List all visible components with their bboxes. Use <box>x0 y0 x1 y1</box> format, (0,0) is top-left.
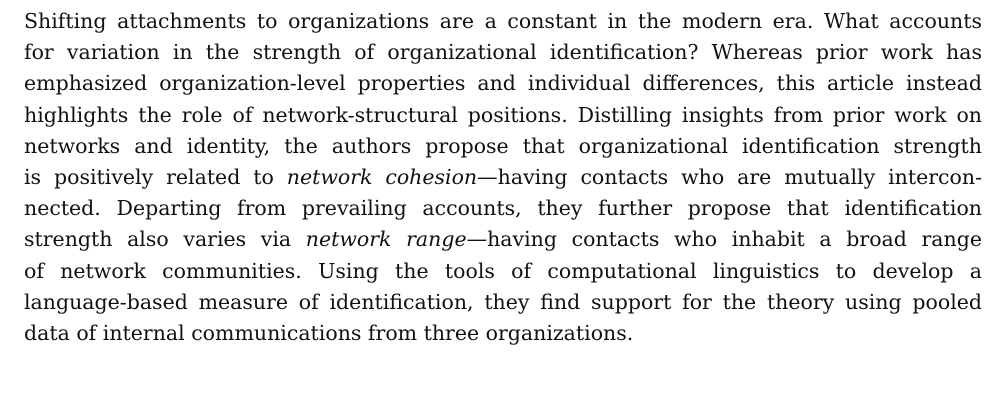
abstract-line-4: highlights the role of network-structural positions. Distilling insights from prior work on <box>24 102 982 127</box>
line-6-text-start: is positively related to <box>24 165 287 190</box>
abstract-line-5: networks and identity, the authors propose that organizational identification strength <box>24 133 982 158</box>
abstract-line-10: language-based measure of identification, they find support for the theory using pooled <box>24 289 982 314</box>
abstract-line-9: of network communities. Using the tools of computational linguistics to develop a <box>24 258 982 283</box>
line-8-text-end: —having contacts who inhabit a broad range <box>466 227 982 252</box>
abstract-line-2: for variation in the strength of organizational identification? Whereas prior work has <box>24 40 982 65</box>
emphasis-network-range: network range <box>305 227 467 252</box>
line-8-text-start: strength also varies via <box>24 227 306 252</box>
abstract-line-3: emphasized organization-level properties and individual differences, this article instead <box>24 71 982 96</box>
abstract-line-6 <box>24 162 982 193</box>
emphasis-network-cohesion: network cohesion <box>286 165 478 190</box>
abstract-line-1: Shifting attachments to organizations are a constant in the modern era. What accounts <box>24 9 982 33</box>
abstract-paragraph <box>24 6 982 349</box>
line-6-text-end: —having contacts who are mutually intercon- <box>477 165 982 190</box>
abstract-line-11: data of internal communications from three organizations. <box>24 321 634 346</box>
abstract-line-7: nected. Departing from prevailing accounts, they further propose that identification <box>24 196 982 221</box>
abstract-line-8 <box>24 224 982 255</box>
